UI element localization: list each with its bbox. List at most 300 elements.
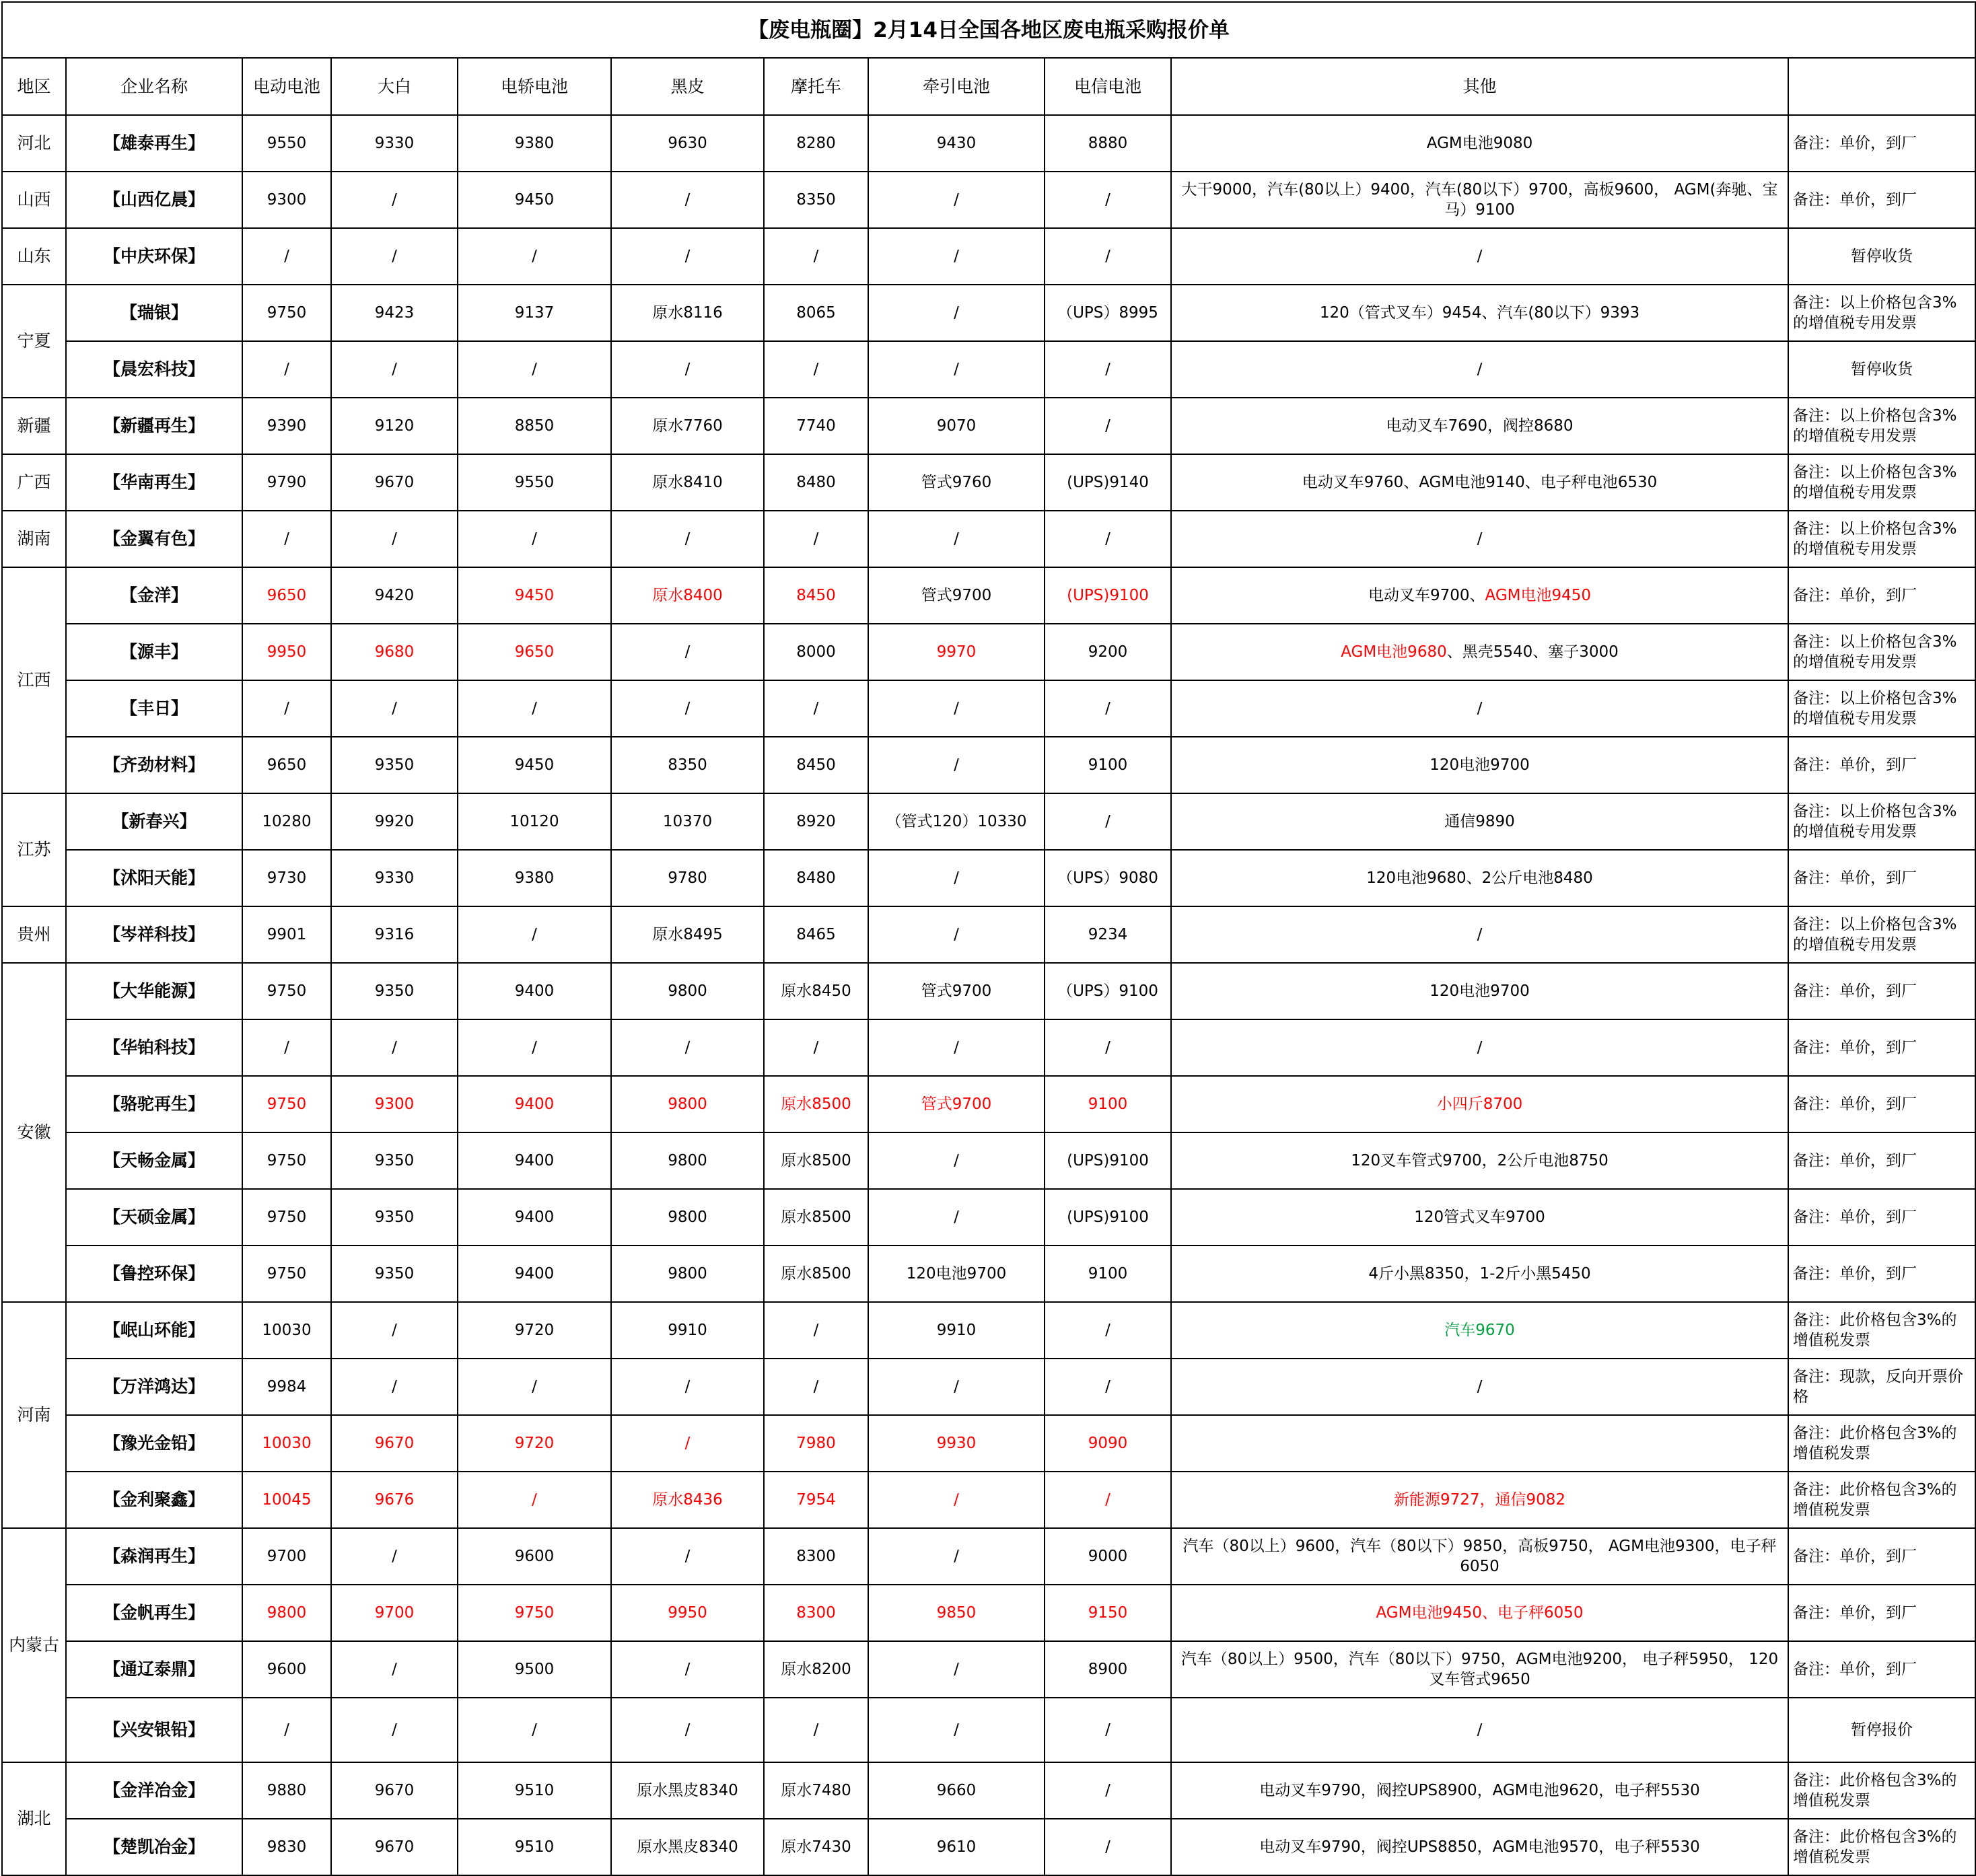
price-cell: 9450 bbox=[458, 172, 611, 228]
price-cell: 8350 bbox=[611, 737, 764, 793]
price-cell: 9984 bbox=[242, 1359, 331, 1415]
price-cell: 9700 bbox=[242, 1528, 331, 1585]
company-cell: 【骆驼再生】 bbox=[66, 1076, 242, 1132]
price-cell: 管式9700 bbox=[868, 963, 1045, 1019]
table-row bbox=[2, 1472, 1975, 1528]
price-cell: 原水8500 bbox=[764, 1189, 868, 1246]
price-cell: 9650 bbox=[242, 737, 331, 793]
company-cell: 【金翼有色】 bbox=[66, 511, 242, 567]
other-cell: 新能源9727，通信9082 bbox=[1171, 1472, 1788, 1528]
price-cell: 9670 bbox=[331, 1762, 458, 1819]
note-cell: 备注：此价格包含3%的增值税发票 bbox=[1788, 1819, 1975, 1875]
price-cell: 9750 bbox=[242, 1076, 331, 1132]
price-cell: 9300 bbox=[242, 172, 331, 228]
region-cell: 江西 bbox=[2, 567, 66, 793]
price-cell: 原水黑皮8340 bbox=[611, 1819, 764, 1875]
price-cell: 9316 bbox=[331, 906, 458, 963]
other-cell: 120（管式叉车）9454、汽车(80以下）9393 bbox=[1171, 285, 1788, 341]
price-cell: / bbox=[458, 906, 611, 963]
price-cell: 9420 bbox=[331, 567, 458, 624]
price-cell: / bbox=[868, 1132, 1045, 1189]
price-cell: 9650 bbox=[242, 567, 331, 624]
price-cell: (UPS)9100 bbox=[1045, 1132, 1171, 1189]
price-cell: 9400 bbox=[458, 963, 611, 1019]
price-cell: 10045 bbox=[242, 1472, 331, 1528]
price-cell: 9660 bbox=[868, 1762, 1045, 1819]
price-cell: 7740 bbox=[764, 398, 868, 454]
sheet-title: 【废电瓶圈】2月14日全国各地区废电瓶采购报价单 bbox=[2, 2, 1975, 58]
table-row bbox=[2, 398, 1975, 454]
price-cell: / bbox=[458, 1359, 611, 1415]
other-cell: 120叉车管式9700，2公斤电池8750 bbox=[1171, 1132, 1788, 1189]
price-cell: / bbox=[331, 1698, 458, 1762]
price-cell: 9234 bbox=[1045, 906, 1171, 963]
note-cell: 备注：以上价格包含3%的增值税专用发票 bbox=[1788, 454, 1975, 511]
table-row bbox=[2, 1415, 1975, 1472]
table-row bbox=[2, 1585, 1975, 1641]
price-cell: / bbox=[331, 511, 458, 567]
price-cell: / bbox=[868, 1472, 1045, 1528]
table-row bbox=[2, 793, 1975, 850]
price-cell: / bbox=[868, 172, 1045, 228]
table-row bbox=[2, 341, 1975, 398]
price-cell: 9750 bbox=[242, 1189, 331, 1246]
table-row bbox=[2, 1019, 1975, 1076]
price-cell: 9200 bbox=[1045, 624, 1171, 680]
price-cell: / bbox=[1045, 341, 1171, 398]
other-cell: 电动叉车9790，阀控UPS8850，AGM电池9570，电子秤5530 bbox=[1171, 1819, 1788, 1875]
price-cell: 9100 bbox=[1045, 737, 1171, 793]
price-cell: 9780 bbox=[611, 850, 764, 906]
price-cell: 8300 bbox=[764, 1585, 868, 1641]
table-row bbox=[2, 454, 1975, 511]
note-cell: 备注：单价，到厂 bbox=[1788, 1189, 1975, 1246]
col-header-company: 企业名称 bbox=[66, 58, 242, 115]
other-cell: 120电池9700 bbox=[1171, 737, 1788, 793]
price-cell: 9120 bbox=[331, 398, 458, 454]
price-cell: 原水8436 bbox=[611, 1472, 764, 1528]
price-cell: 9730 bbox=[242, 850, 331, 906]
price-cell: 10370 bbox=[611, 793, 764, 850]
price-cell: 原水8400 bbox=[611, 567, 764, 624]
price-cell: / bbox=[611, 1019, 764, 1076]
price-cell: 9100 bbox=[1045, 1246, 1171, 1302]
price-cell: 9400 bbox=[458, 1189, 611, 1246]
other-cell: AGM电池9080 bbox=[1171, 115, 1788, 172]
price-cell: 9670 bbox=[331, 1819, 458, 1875]
company-cell: 【大华能源】 bbox=[66, 963, 242, 1019]
price-cell: 9850 bbox=[868, 1585, 1045, 1641]
company-cell: 【天畅金属】 bbox=[66, 1132, 242, 1189]
note-cell: 备注：单价，到厂 bbox=[1788, 172, 1975, 228]
price-cell: 9720 bbox=[458, 1302, 611, 1359]
price-cell: / bbox=[868, 1641, 1045, 1698]
price-cell: / bbox=[1045, 1302, 1171, 1359]
table-row bbox=[2, 624, 1975, 680]
other-text-highlight: AGM电池9450 bbox=[1485, 587, 1592, 604]
price-cell: 9300 bbox=[331, 1076, 458, 1132]
note-cell: 备注：单价，到厂 bbox=[1788, 1246, 1975, 1302]
price-cell: 7980 bbox=[764, 1415, 868, 1472]
table-row bbox=[2, 1189, 1975, 1246]
price-cell: / bbox=[764, 1019, 868, 1076]
price-cell: 9350 bbox=[331, 1246, 458, 1302]
price-cell: / bbox=[458, 228, 611, 285]
company-cell: 【森润再生】 bbox=[66, 1528, 242, 1585]
price-cell: / bbox=[458, 341, 611, 398]
price-cell: / bbox=[1045, 680, 1171, 737]
price-cell: 9790 bbox=[242, 454, 331, 511]
price-cell: / bbox=[868, 906, 1045, 963]
price-cell: 9423 bbox=[331, 285, 458, 341]
price-cell: （管式120）10330 bbox=[868, 793, 1045, 850]
price-cell: 10030 bbox=[242, 1415, 331, 1472]
price-cell: / bbox=[1045, 1359, 1171, 1415]
table-row bbox=[2, 1359, 1975, 1415]
price-cell: 9350 bbox=[331, 1189, 458, 1246]
price-cell: 8480 bbox=[764, 454, 868, 511]
region-cell: 河南 bbox=[2, 1302, 66, 1528]
note-cell: 备注：此价格包含3%的增值税发票 bbox=[1788, 1302, 1975, 1359]
price-cell: 9137 bbox=[458, 285, 611, 341]
price-cell: / bbox=[764, 341, 868, 398]
other-cell: / bbox=[1171, 680, 1788, 737]
other-cell: 小四斤8700 bbox=[1171, 1076, 1788, 1132]
other-text: 、黑壳5540、塞子3000 bbox=[1446, 643, 1619, 661]
other-cell: 大干9000，汽车(80以上）9400，汽车(80以下）9700，高板9600， AGM(奔驰、宝马）9100 bbox=[1171, 172, 1788, 228]
price-cell: 9450 bbox=[458, 567, 611, 624]
other-cell: 电动叉车9760、AGM电池9140、电子秤电池6530 bbox=[1171, 454, 1788, 511]
other-text: 电动叉车9700、 bbox=[1368, 587, 1485, 604]
price-cell: / bbox=[764, 228, 868, 285]
price-cell: 管式9700 bbox=[868, 567, 1045, 624]
company-cell: 【岷山环能】 bbox=[66, 1302, 242, 1359]
price-cell: 8280 bbox=[764, 115, 868, 172]
price-cell: / bbox=[331, 1019, 458, 1076]
note-cell: 备注：此价格包含3%的增值税发票 bbox=[1788, 1415, 1975, 1472]
price-cell: 原水黑皮8340 bbox=[611, 1762, 764, 1819]
other-cell: / bbox=[1171, 228, 1788, 285]
col-header-car-battery: 电轿电池 bbox=[458, 58, 611, 115]
region-cell: 江苏 bbox=[2, 793, 66, 906]
table-row bbox=[2, 1528, 1975, 1585]
price-cell: 原水7760 bbox=[611, 398, 764, 454]
price-cell: 9930 bbox=[868, 1415, 1045, 1472]
table-row bbox=[2, 680, 1975, 737]
price-cell: 9670 bbox=[331, 454, 458, 511]
price-cell: / bbox=[868, 228, 1045, 285]
company-cell: 【天硕金属】 bbox=[66, 1189, 242, 1246]
other-cell: 汽车（80以上）9600，汽车（80以下）9850，高板9750， AGM电池9300，电子秤6050 bbox=[1171, 1528, 1788, 1585]
price-cell: 9350 bbox=[331, 1132, 458, 1189]
price-cell: 9910 bbox=[868, 1302, 1045, 1359]
region-cell: 河北 bbox=[2, 115, 66, 172]
price-cell: / bbox=[868, 850, 1045, 906]
note-cell: 备注：单价，到厂 bbox=[1788, 1528, 1975, 1585]
price-cell: 9400 bbox=[458, 1076, 611, 1132]
price-cell: / bbox=[868, 680, 1045, 737]
note-cell: 备注：以上价格包含3%的增值税专用发票 bbox=[1788, 680, 1975, 737]
table-row bbox=[2, 115, 1975, 172]
company-cell: 【山西亿晨】 bbox=[66, 172, 242, 228]
table-row bbox=[2, 850, 1975, 906]
table-row bbox=[2, 285, 1975, 341]
note-cell: 备注：此价格包含3%的增值税发票 bbox=[1788, 1472, 1975, 1528]
col-header-traction-battery: 牵引电池 bbox=[868, 58, 1045, 115]
price-cell: / bbox=[331, 1641, 458, 1698]
price-cell: （UPS）8995 bbox=[1045, 285, 1171, 341]
header-row bbox=[2, 58, 1975, 115]
company-cell: 【齐劲材料】 bbox=[66, 737, 242, 793]
other-cell: 通信9890 bbox=[1171, 793, 1788, 850]
price-cell: 10280 bbox=[242, 793, 331, 850]
company-cell: 【华铂科技】 bbox=[66, 1019, 242, 1076]
price-cell: / bbox=[868, 285, 1045, 341]
price-cell: / bbox=[1045, 398, 1171, 454]
table-row bbox=[2, 1819, 1975, 1875]
price-cell: / bbox=[868, 1698, 1045, 1762]
price-cell: / bbox=[331, 680, 458, 737]
table-row bbox=[2, 1132, 1975, 1189]
price-cell: 9800 bbox=[611, 963, 764, 1019]
company-cell: 【岑祥科技】 bbox=[66, 906, 242, 963]
other-cell: / bbox=[1171, 1359, 1788, 1415]
price-cell: / bbox=[611, 341, 764, 398]
price-cell: / bbox=[611, 1528, 764, 1585]
price-cell: / bbox=[458, 1019, 611, 1076]
table-row bbox=[2, 1302, 1975, 1359]
table-row bbox=[2, 228, 1975, 285]
price-cell: / bbox=[764, 1698, 868, 1762]
col-header-dabai: 大白 bbox=[331, 58, 458, 115]
other-cell: 120电池9700 bbox=[1171, 963, 1788, 1019]
price-cell: （UPS）9100 bbox=[1045, 963, 1171, 1019]
company-cell: 【通辽泰鼎】 bbox=[66, 1641, 242, 1698]
other-cell: AGM电池9450、电子秤6050 bbox=[1171, 1585, 1788, 1641]
company-cell: 【鲁控环保】 bbox=[66, 1246, 242, 1302]
company-cell: 【金洋冶金】 bbox=[66, 1762, 242, 1819]
price-cell: / bbox=[1045, 1698, 1171, 1762]
price-cell: 9700 bbox=[331, 1585, 458, 1641]
price-cell: / bbox=[611, 172, 764, 228]
price-cell: 8350 bbox=[764, 172, 868, 228]
price-cell: / bbox=[764, 680, 868, 737]
note-cell: 备注：单价，到厂 bbox=[1788, 1585, 1975, 1641]
company-cell: 【楚凯冶金】 bbox=[66, 1819, 242, 1875]
price-cell: / bbox=[868, 737, 1045, 793]
price-cell: / bbox=[764, 1359, 868, 1415]
price-cell: 9680 bbox=[331, 624, 458, 680]
price-cell: 管式9700 bbox=[868, 1076, 1045, 1132]
region-cell: 贵州 bbox=[2, 906, 66, 963]
price-cell: 9330 bbox=[331, 850, 458, 906]
price-cell: / bbox=[611, 228, 764, 285]
price-cell: / bbox=[611, 1641, 764, 1698]
price-cell: 9070 bbox=[868, 398, 1045, 454]
col-header-heipi: 黑皮 bbox=[611, 58, 764, 115]
price-cell: 9950 bbox=[611, 1585, 764, 1641]
other-cell: 汽车9670 bbox=[1171, 1302, 1788, 1359]
note-cell: 备注：单价，到厂 bbox=[1788, 850, 1975, 906]
company-cell: 【万洋鸿达】 bbox=[66, 1359, 242, 1415]
price-cell: / bbox=[458, 511, 611, 567]
note-cell: 暂停收货 bbox=[1788, 341, 1975, 398]
price-cell: 9400 bbox=[458, 1246, 611, 1302]
price-cell: 9150 bbox=[1045, 1585, 1171, 1641]
price-cell: / bbox=[1045, 1472, 1171, 1528]
price-cell: 9380 bbox=[458, 850, 611, 906]
note-cell: 备注：单价，到厂 bbox=[1788, 1076, 1975, 1132]
price-cell: 原水8450 bbox=[764, 963, 868, 1019]
price-cell: 9720 bbox=[458, 1415, 611, 1472]
table-row bbox=[2, 172, 1975, 228]
col-header-region: 地区 bbox=[2, 58, 66, 115]
price-cell: 9610 bbox=[868, 1819, 1045, 1875]
price-cell: / bbox=[868, 341, 1045, 398]
note-cell: 备注：以上价格包含3%的增值税专用发票 bbox=[1788, 624, 1975, 680]
price-cell: 原水8500 bbox=[764, 1246, 868, 1302]
price-cell: 8880 bbox=[1045, 115, 1171, 172]
note-cell: 备注：以上价格包含3%的增值税专用发票 bbox=[1788, 906, 1975, 963]
price-cell: / bbox=[331, 1302, 458, 1359]
price-cell: 9380 bbox=[458, 115, 611, 172]
price-cell: / bbox=[611, 511, 764, 567]
table-row bbox=[2, 511, 1975, 567]
col-header-other: 其他 bbox=[1171, 58, 1788, 115]
price-cell: 10030 bbox=[242, 1302, 331, 1359]
price-cell: / bbox=[1045, 511, 1171, 567]
note-cell: 备注：单价，到厂 bbox=[1788, 963, 1975, 1019]
company-cell: 【金利聚鑫】 bbox=[66, 1472, 242, 1528]
price-cell: 9350 bbox=[331, 737, 458, 793]
price-cell: / bbox=[1045, 793, 1171, 850]
region-cell: 山西 bbox=[2, 172, 66, 228]
table-row bbox=[2, 1246, 1975, 1302]
other-cell bbox=[1171, 624, 1788, 680]
table-row bbox=[2, 737, 1975, 793]
price-cell: 9510 bbox=[458, 1762, 611, 1819]
price-cell: / bbox=[868, 511, 1045, 567]
price-cell: 9800 bbox=[611, 1246, 764, 1302]
company-cell: 【中庆环保】 bbox=[66, 228, 242, 285]
price-cell: / bbox=[242, 341, 331, 398]
price-cell: / bbox=[868, 1359, 1045, 1415]
company-cell: 【金洋】 bbox=[66, 567, 242, 624]
price-cell: 原水7430 bbox=[764, 1819, 868, 1875]
price-cell: 9350 bbox=[331, 963, 458, 1019]
price-cell: 9550 bbox=[242, 115, 331, 172]
company-cell: 【新疆再生】 bbox=[66, 398, 242, 454]
price-cell: 原水8200 bbox=[764, 1641, 868, 1698]
price-cell: （UPS）9080 bbox=[1045, 850, 1171, 906]
col-header-telecom-battery: 电信电池 bbox=[1045, 58, 1171, 115]
price-cell: 8300 bbox=[764, 1528, 868, 1585]
company-cell: 【源丰】 bbox=[66, 624, 242, 680]
col-header-ev-battery: 电动电池 bbox=[242, 58, 331, 115]
note-cell: 备注：以上价格包含3%的增值税专用发票 bbox=[1788, 285, 1975, 341]
other-cell: 电动叉车7690，阀控8680 bbox=[1171, 398, 1788, 454]
price-cell: 8065 bbox=[764, 285, 868, 341]
price-cell: 9510 bbox=[458, 1819, 611, 1875]
note-cell: 暂停收货 bbox=[1788, 228, 1975, 285]
price-cell: 9950 bbox=[242, 624, 331, 680]
other-cell bbox=[1171, 1415, 1788, 1472]
company-cell: 【沭阳天能】 bbox=[66, 850, 242, 906]
price-cell: / bbox=[242, 228, 331, 285]
table-row bbox=[2, 906, 1975, 963]
price-cell: 原水8500 bbox=[764, 1076, 868, 1132]
price-cell: 9800 bbox=[611, 1076, 764, 1132]
table-row bbox=[2, 963, 1975, 1019]
other-cell: / bbox=[1171, 341, 1788, 398]
region-cell: 安徽 bbox=[2, 963, 66, 1302]
table-row bbox=[2, 1641, 1975, 1698]
price-cell: 9750 bbox=[242, 285, 331, 341]
price-cell: 原水8116 bbox=[611, 285, 764, 341]
other-cell bbox=[1171, 567, 1788, 624]
price-cell: 9676 bbox=[331, 1472, 458, 1528]
price-cell: 9450 bbox=[458, 737, 611, 793]
price-cell: 9800 bbox=[242, 1585, 331, 1641]
other-cell: 120管式叉车9700 bbox=[1171, 1189, 1788, 1246]
price-cell: 9430 bbox=[868, 115, 1045, 172]
price-cell: 9800 bbox=[611, 1132, 764, 1189]
price-cell: 10120 bbox=[458, 793, 611, 850]
price-cell: 9910 bbox=[611, 1302, 764, 1359]
price-cell: / bbox=[458, 1472, 611, 1528]
price-cell: 8450 bbox=[764, 567, 868, 624]
price-cell: / bbox=[611, 624, 764, 680]
price-cell: 9090 bbox=[1045, 1415, 1171, 1472]
price-cell: / bbox=[868, 1019, 1045, 1076]
price-cell: 9750 bbox=[242, 1132, 331, 1189]
price-cell: 9600 bbox=[458, 1528, 611, 1585]
price-cell: 9100 bbox=[1045, 1076, 1171, 1132]
region-cell: 广西 bbox=[2, 454, 66, 511]
price-cell: 9600 bbox=[242, 1641, 331, 1698]
price-cell: 8900 bbox=[1045, 1641, 1171, 1698]
price-cell: / bbox=[242, 511, 331, 567]
table-row bbox=[2, 1076, 1975, 1132]
price-cell: 9970 bbox=[868, 624, 1045, 680]
price-cell: 120电池9700 bbox=[868, 1246, 1045, 1302]
price-cell: 9750 bbox=[242, 1246, 331, 1302]
price-cell: 8000 bbox=[764, 624, 868, 680]
price-cell: / bbox=[458, 1698, 611, 1762]
note-cell: 备注：以上价格包含3%的增值税专用发票 bbox=[1788, 793, 1975, 850]
price-cell: 9330 bbox=[331, 115, 458, 172]
company-cell: 【雄泰再生】 bbox=[66, 115, 242, 172]
price-cell: 原水8495 bbox=[611, 906, 764, 963]
price-cell: / bbox=[868, 1189, 1045, 1246]
region-cell: 内蒙古 bbox=[2, 1528, 66, 1762]
price-cell: 管式9760 bbox=[868, 454, 1045, 511]
price-cell: 9750 bbox=[242, 963, 331, 1019]
price-cell: / bbox=[1045, 172, 1171, 228]
note-cell: 备注：此价格包含3%的增值税发票 bbox=[1788, 1762, 1975, 1819]
price-cell: 8920 bbox=[764, 793, 868, 850]
price-cell: / bbox=[331, 172, 458, 228]
company-cell: 【丰日】 bbox=[66, 680, 242, 737]
col-header-note bbox=[1788, 58, 1975, 115]
price-cell: 9800 bbox=[611, 1189, 764, 1246]
price-cell: 7954 bbox=[764, 1472, 868, 1528]
price-cell: / bbox=[611, 1359, 764, 1415]
company-cell: 【新春兴】 bbox=[66, 793, 242, 850]
price-cell: 9670 bbox=[331, 1415, 458, 1472]
other-cell: 汽车（80以上）9500，汽车（80以下）9750，AGM电池9200， 电子秤5950， 120叉车管式9650 bbox=[1171, 1641, 1788, 1698]
note-cell: 备注：以上价格包含3%的增值税专用发票 bbox=[1788, 511, 1975, 567]
